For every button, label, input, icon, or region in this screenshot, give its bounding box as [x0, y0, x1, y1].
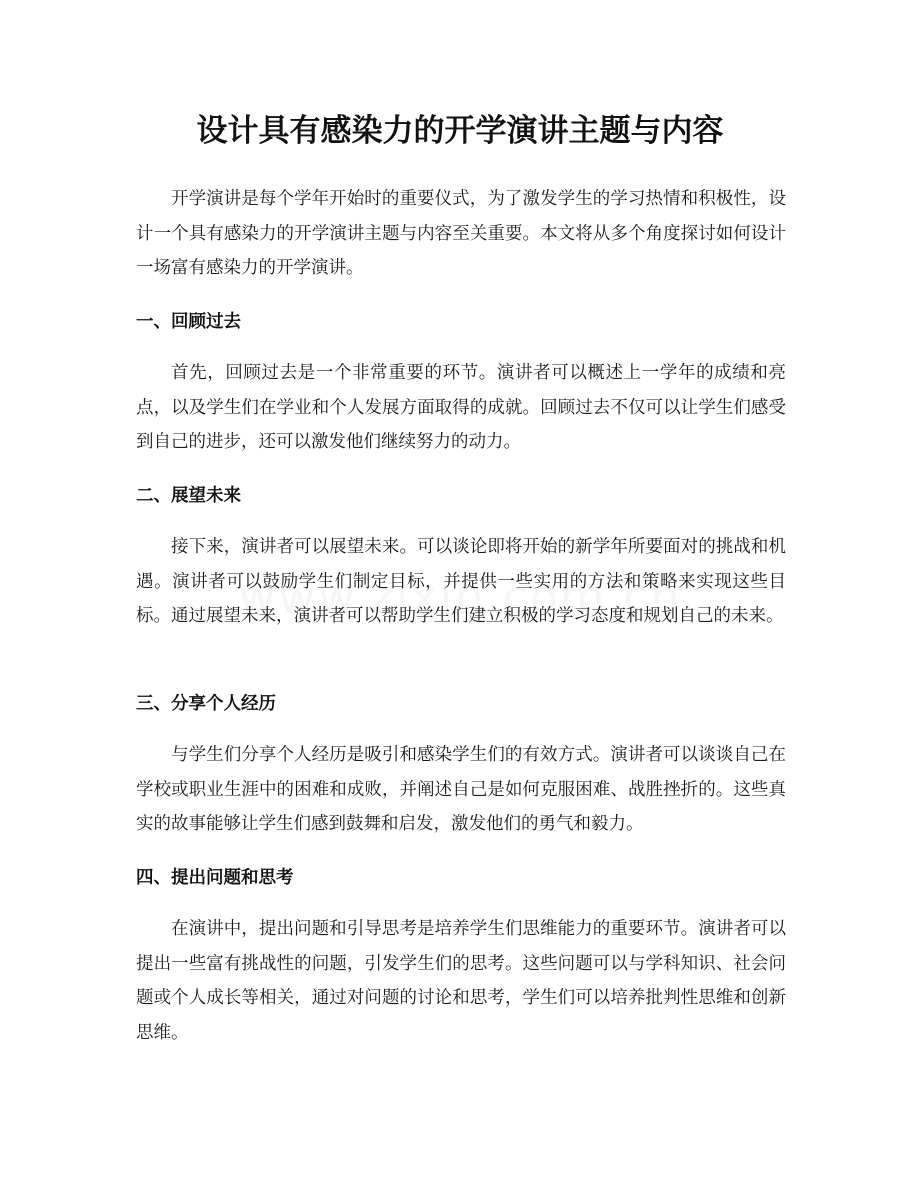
- section-body-4: 在演讲中，提出问题和引导思考是培养学生们思维能力的重要环节。演讲者可以提出一些富有挑战性的问题，引发学生们的思考。这些问题可以与学科知识、社会问题或个人成长等相关，通过对问题的讨论和思考，学生们可以培养批判性思维和创新思维。: [136, 919, 786, 1043]
- section-body-1: 首先，回顾过去是一个非常重要的环节。演讲者可以概述上一学年的成绩和亮点，以及学生们在学业和个人发展方面取得的成就。回顾过去不仅可以让学生们感受到自己的进步，还可以激发他们继续努力的动力。: [136, 363, 786, 452]
- section-heading-4: 四、提出问题和思考: [136, 868, 294, 888]
- section-body-2: 接下来，演讲者可以展望未来。可以谈论即将开始的新学年所要面对的挑战和机遇。演讲者可以鼓励学生们制定目标，并提供一些实用的方法和策略来实现这些目标。通过展望未来，演讲者可以帮助学生们建立积极的学习态度和规划自己的未来。: [136, 537, 786, 626]
- section-body-3: 与学生们分享个人经历是吸引和感染学生们的有效方式。演讲者可以谈谈自己在学校或职业生涯中的困难和成败，并阐述自己是如何克服困难、战胜挫折的。这些真实的故事能够让学生们感到鼓舞和启发，激发他们的勇气和毅力。: [136, 745, 786, 834]
- section-heading-2: 二、展望未来: [136, 486, 241, 506]
- document-title: 设计具有感染力的开学演讲主题与内容: [196, 113, 724, 149]
- intro-paragraph: 开学演讲是每个学年开始时的重要仪式，为了激发学生的学习热情和积极性，设计一个具有感染力的开学演讲主题与内容至关重要。本文将从多个角度探讨如何设计一场富有感染力的开学演讲。: [136, 189, 786, 278]
- section-heading-1: 一、回顾过去: [136, 312, 241, 332]
- section-heading-3: 三、分享个人经历: [136, 694, 276, 714]
